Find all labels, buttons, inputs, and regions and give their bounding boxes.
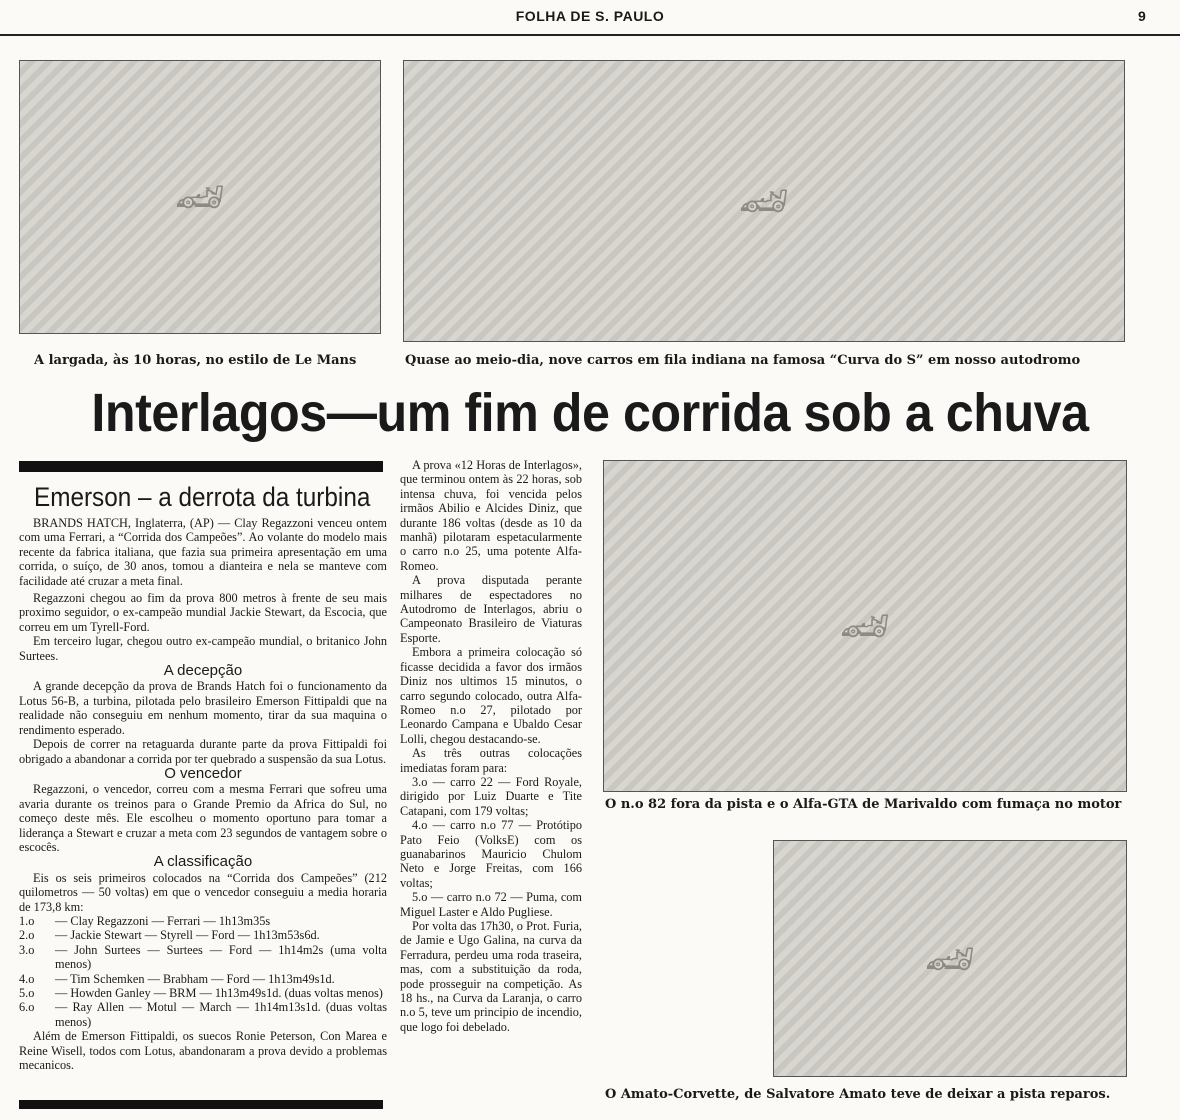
race-report-column bbox=[400, 458, 582, 1106]
article-title: Emerson – a derrota da turbina bbox=[34, 482, 371, 512]
result-row bbox=[19, 943, 387, 972]
section-heading: O vencedor bbox=[164, 764, 242, 782]
paragraph: As três outras colocações imediatas foram para: bbox=[400, 746, 582, 775]
paragraph: Eis os seis primeiros colocados na “Corrida dos Campeões” (212 quilometros — 50 voltas) em que o vencedor conseguiu a media horaria de 173,8 km: bbox=[19, 870, 387, 914]
car-photo-icon: 🏎 bbox=[839, 603, 891, 650]
masthead-rule bbox=[0, 34, 1180, 36]
result-text: — Howden Ganley — BRM — 1h13m49s1d. (duas voltas menos) bbox=[55, 986, 383, 1000]
corvette-photo-caption: O Amato-Corvette, de Salvatore Amato teve de deixar a pista reparos. bbox=[605, 1087, 1111, 1102]
paragraph: 4.o — carro n.o 77 — Protótipo Pato Feio (VolksE) com os guanabarinos Mauricio Chulom Neto e Jorge Freitas, com 166 voltas; bbox=[400, 818, 582, 890]
start-photo bbox=[19, 60, 381, 334]
curve-photo-caption: Quase ao meio-dia, nove carros em fila indiana na famosa “Curva do S” em nosso autodromo bbox=[405, 353, 1081, 368]
paragraph: Além de Emerson Fittipaldi, os suecos Ronie Peterson, Con Marea e Reine Wisell, todos com Lotus, abandonaram a prova devido a problemas mecanicos. bbox=[19, 1029, 387, 1073]
paragraph: 3.o — carro 22 — Ford Royale, dirigido por Luiz Duarte e Tite Catapani, com 179 voltas; bbox=[400, 774, 582, 818]
paragraph: Em terceiro lugar, chegou outro ex-campeão mundial, o britanico John Surtees. bbox=[19, 634, 387, 663]
article-top-bar bbox=[19, 461, 383, 472]
result-position: 1.o bbox=[19, 913, 35, 928]
page-headline: Interlagos—um fim de corrida sob a chuva bbox=[91, 383, 1089, 443]
paragraph: Regazzoni, o vencedor, correu com a mesma Ferrari que sofreu uma avaria durante os treinos para o Grande Premio da Africa do Sul, no começo deste mês. Ele escolheu o momento oportuno para tomar a liderança a Stewart e cruzar a meta com 23 segundos de vantagem sobre o escocês. bbox=[19, 782, 387, 854]
result-text: — Jackie Stewart — Styrell — Ford — 1h13m53s6d. bbox=[55, 928, 320, 943]
corvette-photo bbox=[773, 840, 1127, 1077]
result-text: — John Surtees — Surtees — Ford — 1h14m2s (uma volta menos) bbox=[55, 942, 387, 972]
result-row bbox=[19, 914, 387, 928]
start-photo-caption: A largada, às 10 horas, no estilo de Le Mans bbox=[34, 353, 357, 368]
page-number: 9 bbox=[1138, 8, 1147, 24]
result-row bbox=[19, 986, 387, 1000]
car-photo-icon: 🏎 bbox=[924, 936, 976, 982]
result-row bbox=[19, 928, 387, 942]
paragraph: A grande decepção da prova de Brands Hatch foi o funcionamento da Lotus 56-B, a turbina, pilotada pelo brasileiro Emerson Fittipaldi que na realidade não conseguiu em nenhum momento, tirar da sua maquina o rendimento esperado. bbox=[19, 679, 387, 737]
result-position: 4.o bbox=[19, 971, 35, 986]
paragraph: Por volta das 17h30, o Prot. Furia, de Jamie e Ugo Galina, na curva da Ferradura, perdeu uma roda traseira, mas, com a substituição da roda, pode prosseguir na competição. As 18 hs., na Curva da Laranja, o carro n.o 5, teve um principio de incendio, que logo foi debelado. bbox=[400, 919, 582, 1034]
article-bottom-bar bbox=[19, 1100, 383, 1109]
result-position: 5.o bbox=[19, 986, 35, 1000]
section-heading: A decepção bbox=[163, 662, 243, 680]
paragraph: Embora a primeira colocação só ficasse decidida a favor dos irmãos Diniz nos ultimos 15 minutos, o carro segundo colocado, outra Alfa-Romeo n.o 27, pilotado por Leonardo Campana e Ubaldo Cesar Lolli, chegou destacando-se. bbox=[400, 645, 582, 746]
paragraph: A prova disputada perante milhares de espectadores no Autodromo de Interlagos, abriu o Campeonato Brasileiro de Viaturas Esporte. bbox=[400, 573, 582, 645]
curve-photo bbox=[403, 60, 1125, 342]
paragraph: Regazzoni chegou ao fim da prova 800 metros à frente de seu mais proximo seguidor, o ex-campeão mundial Jackie Stewart, da Escocia, que correu em um Tyrell-Ford. bbox=[19, 591, 387, 634]
car-photo-icon: 🏎 bbox=[738, 178, 790, 225]
alfa-photo-caption: O n.o 82 fora da pista e o Alfa-GTA de Marivaldo com fumaça no motor bbox=[605, 797, 1122, 812]
paragraph: BRANDS HATCH, Inglaterra, (AP) — Clay Regazzoni venceu ontem com uma Ferrari, a “Corrida dos Campeões”. Ao volante do modelo mais recente da fabrica italiana, que fazia sua primeira apresentação em uma corrida, o suíço, de 30 anos, tomou a dianteira e nela se manteve com facilidade até cruzar a meta final. bbox=[19, 516, 387, 588]
result-text: — Ray Allen — Motul — March — 1h14m13s1d. (duas voltas menos) bbox=[55, 1000, 387, 1029]
car-photo-icon: 🏎 bbox=[174, 174, 226, 221]
section-heading: A classificação bbox=[153, 853, 253, 871]
article-body bbox=[19, 516, 387, 1094]
paragraph: 5.o — carro n.o 72 — Puma, com Miguel Laster e Aldo Pugliese. bbox=[400, 890, 582, 919]
alfa-photo bbox=[603, 460, 1127, 792]
result-text: — Tim Schemken — Brabham — Ford — 1h13m49s1d. bbox=[55, 971, 335, 986]
result-position: 6.o bbox=[19, 1000, 35, 1015]
result-position: 3.o bbox=[19, 942, 35, 957]
result-row bbox=[19, 1000, 387, 1029]
masthead-title: FOLHA DE S. PAULO bbox=[515, 8, 665, 24]
result-text: — Clay Regazzoni — Ferrari — 1h13m35s bbox=[55, 913, 271, 928]
result-position: 2.o bbox=[19, 928, 35, 943]
paragraph: A prova «12 Horas de Interlagos», que terminou ontem às 22 horas, sob intensa chuva, foi vencida pelos irmãos Abilio e Alcides Diniz, que durante 186 voltas (desde as 10 da manhã) pilotaram espetacularmente o carro n.o 25, uma potente Alfa-Romeo. bbox=[400, 458, 582, 573]
paragraph: Depois de correr na retaguarda durante parte da prova Fittipaldi foi obrigado a abandonar a corrida por ter quebrado a suspensão da sua Lotus. bbox=[19, 737, 387, 766]
result-row bbox=[19, 972, 387, 986]
